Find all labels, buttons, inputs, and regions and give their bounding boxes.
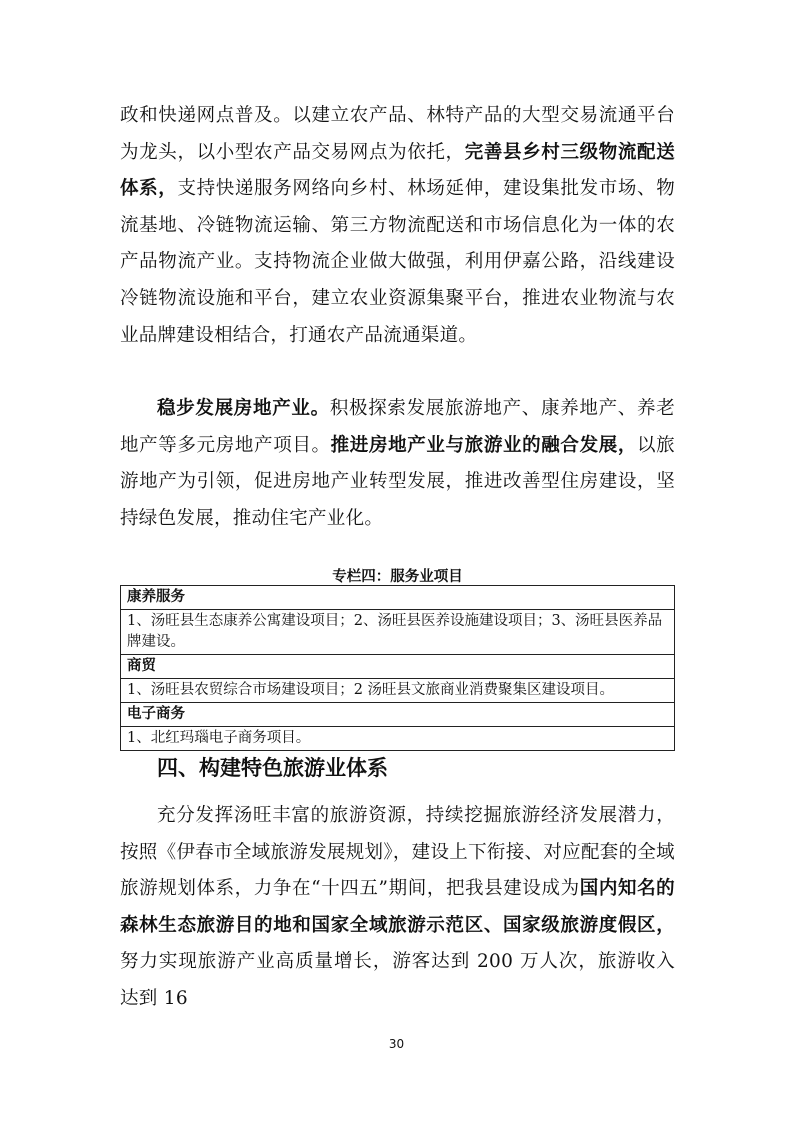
paragraph-text: 政和快递网点普及。以建立农产品、林特产品的大型交易流通平台为龙头，以小型农产品交易网点为依托， xyxy=(120,105,675,163)
paragraph-text: 努力实现旅游产业高质量增长，游客达到 200 万人次，旅游收入达到 16 xyxy=(120,951,675,1009)
bold-emphasis: 完善县乡村三级物流配送体系， xyxy=(120,141,675,200)
page-number: 30 xyxy=(388,1037,405,1051)
section-content-ecommerce: 1、北红玛瑙电子商务项目。 xyxy=(121,727,675,751)
paragraph-real-estate xyxy=(120,391,675,537)
table-row xyxy=(121,586,675,610)
paragraph-logistics xyxy=(120,98,675,354)
table-row xyxy=(121,610,675,655)
table-title: 专栏四：服务业项目 xyxy=(332,569,463,585)
section-header-wellness: 康养服务 xyxy=(121,586,675,610)
paragraph-tourism xyxy=(120,798,675,1018)
table-row xyxy=(121,703,675,727)
bold-emphasis: 稳步发展房地产业。 xyxy=(157,398,330,419)
section-content-commerce: 1、汤旺县农贸综合市场建设项目；2 汤旺县文旅商业消费聚集区建设项目。 xyxy=(121,679,675,703)
paragraph-text: 充分发挥汤旺丰富的旅游资源，持续挖掘旅游经济发展潜力，按照《伊春市全域旅游发展规划》，建设上下衔接、对应配套的全域旅游规划体系，力争在“十四五”期间，把我县建设成为 xyxy=(120,805,675,900)
section-header-commerce: 商贸 xyxy=(121,655,675,679)
table-row xyxy=(121,727,675,751)
section-content-wellness: 1、汤旺县生态康养公寓建设项目；2、汤旺县医养设施建设项目；3、汤旺县医养品牌建设。 xyxy=(121,610,675,655)
bold-emphasis: 推进房地产业与旅游业的融合发展， xyxy=(330,434,638,456)
paragraph-text: 以旅游地产为引领，促进房地产业转型发展，推进改善型住房建设，坚持绿色发展，推动住宅产业化。 xyxy=(120,434,675,529)
service-projects-table xyxy=(120,585,675,751)
table-row xyxy=(121,655,675,679)
bold-emphasis: 国内知名的森林生态旅游目的地和国家全域旅游示范区、国家级旅游度假区， xyxy=(120,878,675,936)
table-row xyxy=(121,679,675,703)
paragraph-text: 支持快递服务网络向乡村、林场延伸，建设集批发市场、物流基地、冷链物流运输、第三方物流配送和市场信息化为一体的农产品物流产业。支持物流企业做大做强，利用伊嘉公路，沿线建设冷链物流设施和平台，建立农业资源集聚平台，推进农业物流与农业品牌建设相结合，打通农产品流通渠道。 xyxy=(120,178,675,346)
paragraph-text: 积极探索发展旅游地产、康养地产、养老地产等多元房地产项目。 xyxy=(120,398,676,456)
section-heading: 四、构建特色旅游业体系 xyxy=(157,756,388,780)
section-header-ecommerce: 电子商务 xyxy=(121,703,675,727)
